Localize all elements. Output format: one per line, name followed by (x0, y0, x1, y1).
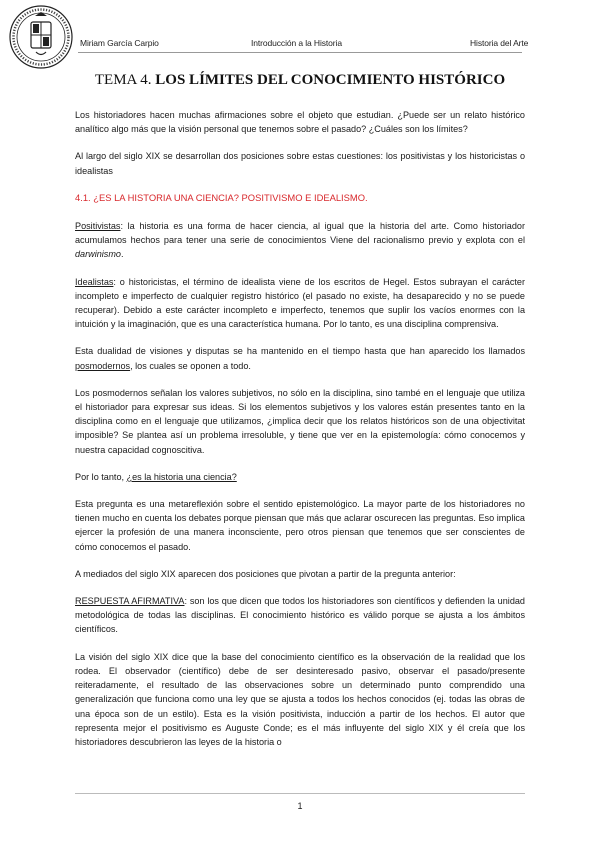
positivistas-end: . (121, 249, 124, 260)
paragraph-siglo-xix: A mediados del siglo XIX aparecen dos posiciones que pivotan a partir de la pregunta anterior: (75, 568, 456, 579)
term-respuesta-afirmativa: RESPUESTA AFIRMATIVA (75, 596, 185, 607)
header-course: Introducción a la Historia (251, 38, 342, 48)
university-seal-logo (8, 4, 74, 70)
section-heading: 4.1. ¿ES LA HISTORIA UNA CIENCIA? POSITIVISMO E IDEALISMO. (75, 191, 368, 203)
respuesta-text: : son los que dicen que todos los historiadores son científicos y defienden la unidad metodológica de todas las disciplinas. El conocimiento histórico es válido porque se ajusta a los ámbitos científicos. (75, 596, 525, 635)
paragraph-intro: Los historiadores hacen muchas afirmaciones sobre el objeto que estudian. ¿Puede ser un relato histórico analítico algo más que la visión personal que tenemos sobre el pasado? ¿Cuáles son los límites? (75, 110, 525, 135)
idealistas-text: : o historicistas, el término de idealista viene de los escritos de Hegel. Estos subrayan el carácter incompleto e imperfecto de cualquier registro histórico (el pasado no existe, ha desaparecido y no se puede recuperar). Debido a este carácter incompleto e imperfecto, tenemos que suplir los vacíos enormes con la intuición y la imaginación, que es una característica humana. Por lo tanto, es una disciplina comprensiva. (75, 276, 525, 330)
paragraph-respuesta-afirmativa (75, 594, 525, 637)
paragraph-idealistas (75, 275, 525, 332)
question-lead: Por lo tanto, (75, 471, 127, 482)
page-title (0, 72, 600, 89)
term-darwinismo: darwinismo (75, 249, 121, 260)
header-divider (78, 52, 522, 53)
paragraph-dualidad (75, 344, 525, 372)
question-text: ¿es la historia una ciencia? (126, 471, 237, 482)
header-author: Miriam García Carpio (80, 38, 159, 48)
dualidad-end: , los cuales se oponen a todo. (130, 360, 251, 371)
paragraph-vision-positivista: La visión del siglo XIX dice que la base del conocimiento científico es la observación de la realidad que los rodea. El observador (científico) debe de ser desinteresado pasivo, observar el pasado/presente reiteradamente, el resultado de las observaciones sobre un determinado punto comprendido una generalización que funciona como una ley que se ajusta a todos los hechos conocidos (ej. todas las obras de una época son de un estilo). Esta es la visión positivista, inducción a partir de los hechos. El autor que representa mejor el positivismo es Auguste Conde; es el más influyente del siglo XIX y él creía que los historiadores descubrieron las leyes de la historia o (75, 651, 525, 747)
paragraph-positions: Al largo del siglo XIX se desarrollan dos posiciones sobre estas cuestiones: los positivistas y los historicistas o idealistas (75, 151, 525, 176)
title-text: LOS LÍMITES DEL CONOCIMIENTO HISTÓRICO (155, 72, 506, 88)
paragraph-positivistas (75, 219, 525, 262)
document-body (75, 108, 525, 762)
positivistas-text: : la historia es una forma de hacer ciencia, al igual que la historia del arte. Como historiador acumulamos hechos para tener una serie de conocimientos Viene del racionalismo previo y explota con el (75, 221, 525, 246)
footer-divider (75, 793, 525, 794)
term-positivistas: Positivistas (75, 221, 121, 232)
term-idealistas: Idealistas (75, 276, 114, 287)
dualidad-text: Esta dualidad de visiones y disputas se ha mantenido en el tiempo hasta que han aparecido los llamados (75, 346, 525, 357)
header-subject: Historia del Arte (470, 38, 529, 48)
term-posmodernos: posmodernos (75, 360, 131, 371)
title-number: TEMA 4. (94, 72, 152, 88)
page-number: 1 (297, 801, 303, 811)
paragraph-metareflexion: Esta pregunta es una metareflexión sobre el sentido epistemológico. La mayor parte de los historiadores no tienen mucho en cuenta los debates porque piensan que más que aclarar oscurecen las preguntas. Eso implica ejercer la profesión de una manera inconsciente, pero otros piensan que tenemos que ser conscientes de cómo conocemos el pasado. (75, 499, 525, 552)
paragraph-posmodernos: Los posmodernos señalan los valores subjetivos, no sólo en la disciplina, sino també en el lenguaje que utiliza el historiador para expresar sus ideas. Si los elementos subjetivos y los valores están presentes tanto en la disciplina como en el lenguaje que utilizamos, ¿implica decir que los relatos históricos son de una objectivitat imposible? Se plantea así un problema irresoluble, y tiene que ver en la epistemología: cómo conocemos y nuestra capacidad cognoscitiva. (75, 387, 525, 455)
paragraph-question (75, 470, 525, 484)
